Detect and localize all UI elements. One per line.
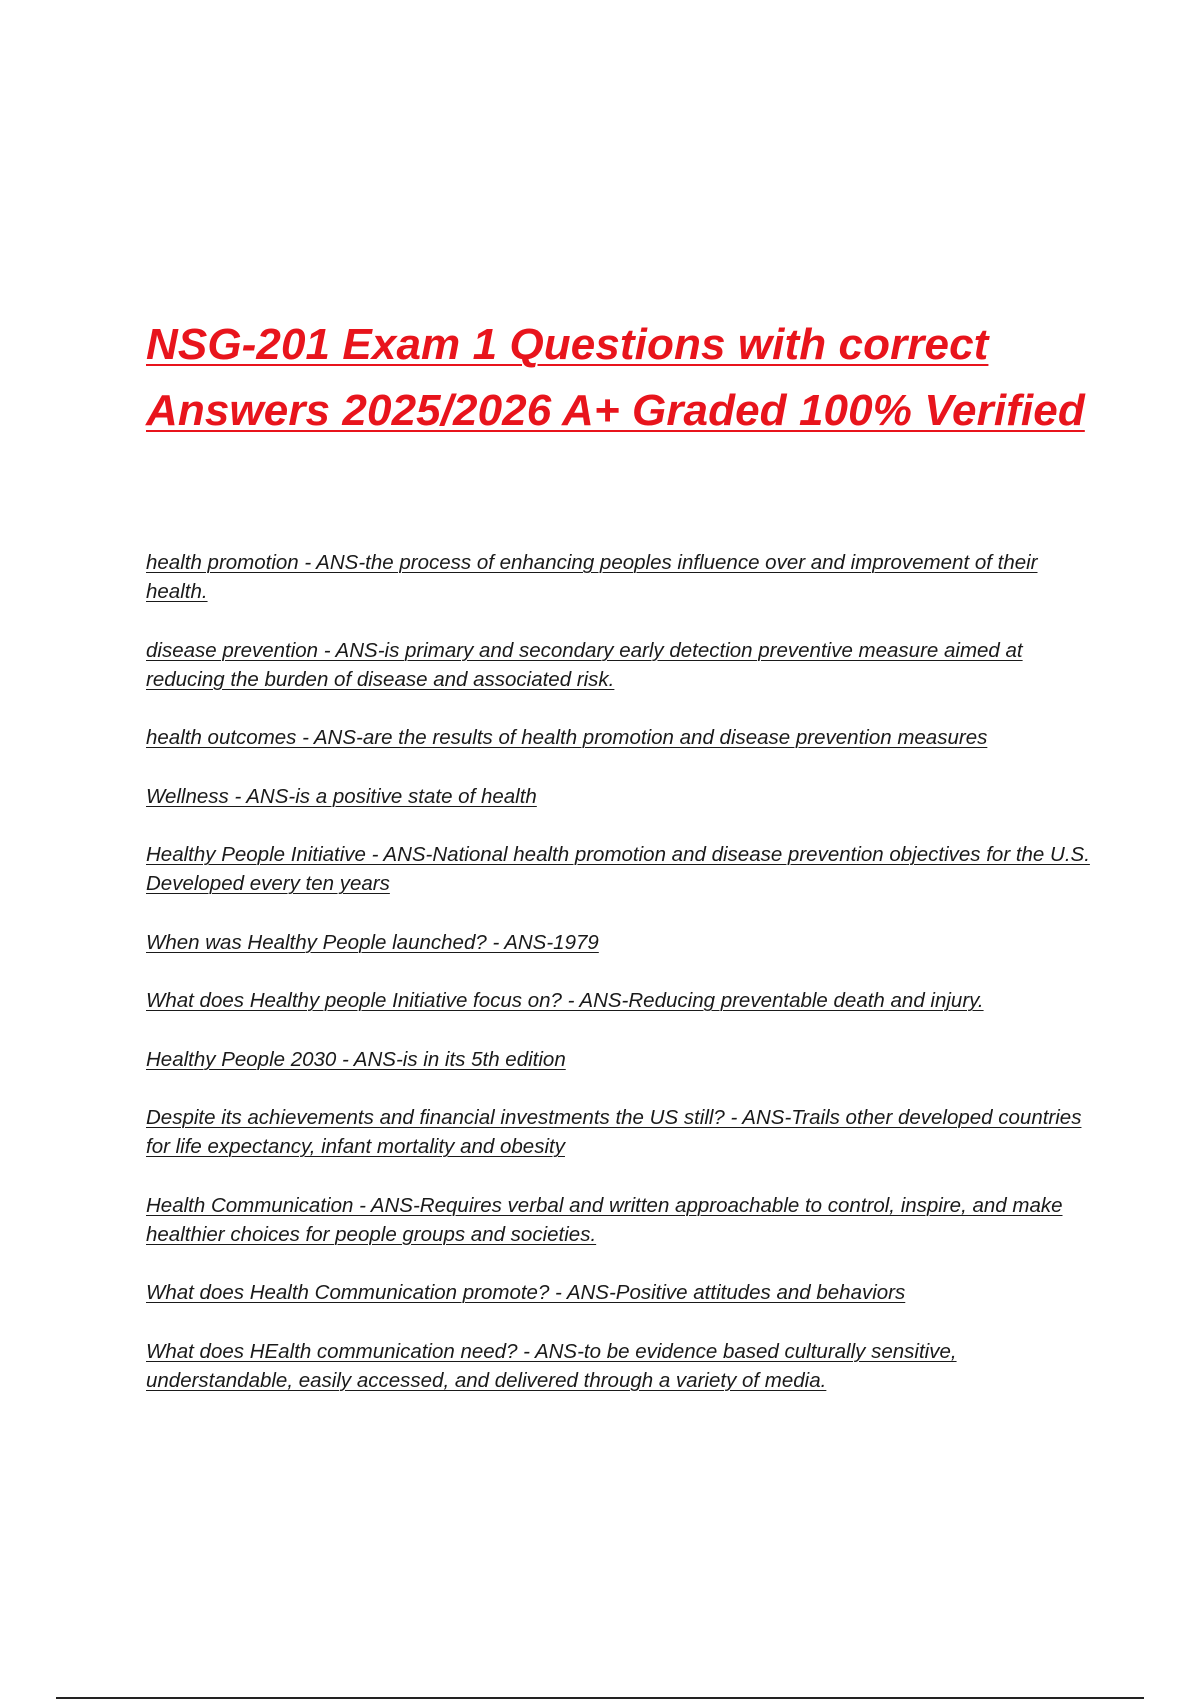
bottom-divider [56,1697,1144,1699]
qa-item-initiative-focus: What does Healthy people Initiative focus on? - ANS-Reducing preventable death and injury. [146,989,984,1012]
qa-item-us-still: Despite its achievements and financial investments the US still? - ANS-Trails other developed countries for life expectancy, infant mortality and obesity [146,1106,1082,1158]
qa-item-healthy-people-launched: When was Healthy People launched? - ANS-1979 [146,930,599,954]
qa-item-wellness: Wellness - ANS-is a positive state of health [146,784,537,808]
qa-item-health-communication: Health Communication - ANS-Requires verbal and written approachable to control, inspire, and make healthier choices for people groups and societies. [146,1193,1063,1246]
qa-item-health-outcomes: health outcomes - ANS-are the results of health promotion and disease prevention measures [146,726,988,749]
qa-item-healthy-people-2030: Healthy People 2030 - ANS-is in its 5th edition [146,1047,566,1071]
document-title: NSG-201 Exam 1 Questions with correct Answers 2025/2026 A+ Graded 100% Verified [146,320,1085,435]
qa-item-communication-promote: What does Health Communication promote? - ANS-Positive attitudes and behaviors [146,1281,906,1304]
qa-list [146,548,1096,1424]
qa-item-health-promotion: health promotion - ANS-the process of enhancing peoples influence over and improvement of their health. [146,551,1038,603]
qa-item-communication-need: What does HEalth communication need? - ANS-to be evidence based culturally sensitive, understandable, easily accessed, and delivered through a variety of media. [146,1339,957,1392]
qa-item-disease-prevention: disease prevention - ANS-is primary and secondary early detection preventive measure aimed at reducing the burden of disease and associated risk. [146,638,1023,691]
qa-item-healthy-people-initiative: Healthy People Initiative - ANS-National health promotion and disease prevention objectives for the U.S. Developed every ten years [146,843,1090,895]
